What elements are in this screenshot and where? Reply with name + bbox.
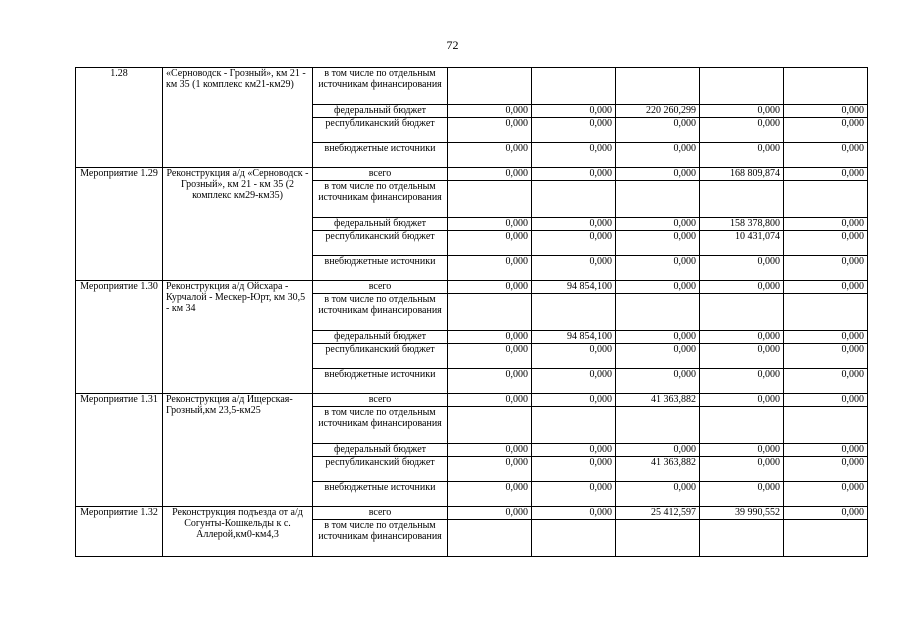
amount-cell: 0,000 (784, 143, 868, 168)
amount-cell (700, 181, 784, 218)
funding-source: внебюджетные источники (313, 482, 448, 507)
amount-cell: 0,000 (448, 118, 532, 143)
funding-source: федеральный бюджет (313, 105, 448, 118)
funding-source: республиканский бюджет (313, 231, 448, 256)
amount-cell: 0,000 (784, 344, 868, 369)
table-body (76, 68, 868, 557)
amount-cell: 0,000 (532, 344, 616, 369)
amount-cell (448, 294, 532, 331)
amount-cell: 0,000 (784, 218, 868, 231)
amount-cell (700, 520, 784, 557)
amount-cell: 0,000 (448, 344, 532, 369)
amount-cell: 0,000 (448, 457, 532, 482)
amount-cell: 0,000 (616, 143, 700, 168)
amount-cell: 94 854,100 (532, 281, 616, 294)
budget-table (75, 67, 868, 557)
amount-cell (532, 294, 616, 331)
amount-cell: 0,000 (616, 444, 700, 457)
amount-cell (616, 68, 700, 105)
amount-cell: 41 363,882 (616, 457, 700, 482)
amount-cell: 0,000 (784, 231, 868, 256)
funding-source: внебюджетные источники (313, 369, 448, 394)
amount-cell: 0,000 (532, 105, 616, 118)
amount-cell (532, 520, 616, 557)
amount-cell: 0,000 (784, 444, 868, 457)
amount-cell: 0,000 (616, 168, 700, 181)
amount-cell (532, 181, 616, 218)
measure-name: Реконструкция а/д Ищерская-Грозный,км 23,5-км25 (163, 394, 313, 507)
amount-cell (532, 68, 616, 105)
funding-source: федеральный бюджет (313, 444, 448, 457)
amount-cell: 0,000 (532, 143, 616, 168)
amount-cell (700, 68, 784, 105)
amount-cell: 0,000 (700, 444, 784, 457)
amount-cell: 0,000 (448, 482, 532, 507)
amount-cell (700, 294, 784, 331)
amount-cell (700, 407, 784, 444)
funding-source: всего (313, 507, 448, 520)
amount-cell: 0,000 (448, 507, 532, 520)
funding-source: в том числе по отдельным источникам финансирования (313, 294, 448, 331)
amount-cell: 0,000 (616, 231, 700, 256)
amount-cell (616, 520, 700, 557)
amount-cell: 0,000 (448, 143, 532, 168)
amount-cell: 0,000 (700, 105, 784, 118)
amount-cell (616, 181, 700, 218)
funding-source: в том числе по отдельным источникам финансирования (313, 181, 448, 218)
amount-cell: 41 363,882 (616, 394, 700, 407)
funding-source: республиканский бюджет (313, 118, 448, 143)
funding-source: республиканский бюджет (313, 344, 448, 369)
amount-cell: 0,000 (448, 256, 532, 281)
amount-cell: 0,000 (448, 281, 532, 294)
amount-cell: 0,000 (616, 344, 700, 369)
amount-cell (448, 181, 532, 218)
measure-name: Реконструкция а/д Ойсхара - Курчалой - Мескер-Юрт, км 30,5 - км 34 (163, 281, 313, 394)
amount-cell: 0,000 (700, 482, 784, 507)
measure-name: Реконструкция подъезда от а/д Согунты-Кошкельды к с. Аллерой,км0-км4,3 (163, 507, 313, 557)
funding-source: республиканский бюджет (313, 457, 448, 482)
page-number: 72 (446, 38, 459, 52)
funding-source: внебюджетные источники (313, 256, 448, 281)
measure-id: Мероприятие 1.30 (76, 281, 163, 394)
amount-cell (784, 181, 868, 218)
amount-cell: 0,000 (784, 457, 868, 482)
amount-cell: 0,000 (532, 507, 616, 520)
funding-source: в том числе по отдельным источникам финансирования (313, 520, 448, 557)
amount-cell: 0,000 (448, 218, 532, 231)
amount-cell: 0,000 (784, 281, 868, 294)
amount-cell (448, 520, 532, 557)
amount-cell: 0,000 (700, 143, 784, 168)
funding-source: всего (313, 168, 448, 181)
measure-id: Мероприятие 1.31 (76, 394, 163, 507)
amount-cell (532, 407, 616, 444)
amount-cell: 0,000 (784, 331, 868, 344)
table-row (76, 68, 868, 105)
amount-cell (784, 520, 868, 557)
amount-cell (784, 294, 868, 331)
measure-id: 1.28 (76, 68, 163, 168)
amount-cell: 0,000 (784, 369, 868, 394)
amount-cell: 0,000 (448, 168, 532, 181)
table-row (76, 168, 868, 181)
measure-name: «Серноводск - Грозный», км 21 - км 35 (1 комплекс км21-км29) (163, 68, 313, 168)
amount-cell: 0,000 (532, 394, 616, 407)
amount-cell: 25 412,597 (616, 507, 700, 520)
amount-cell: 0,000 (532, 457, 616, 482)
amount-cell: 0,000 (448, 444, 532, 457)
amount-cell (616, 294, 700, 331)
amount-cell: 0,000 (616, 218, 700, 231)
measure-id: Мероприятие 1.32 (76, 507, 163, 557)
amount-cell (448, 68, 532, 105)
funding-source: всего (313, 394, 448, 407)
amount-cell: 0,000 (532, 482, 616, 507)
amount-cell (616, 407, 700, 444)
amount-cell: 0,000 (616, 482, 700, 507)
amount-cell: 0,000 (700, 457, 784, 482)
funding-source: в том числе по отдельным источникам финансирования (313, 407, 448, 444)
amount-cell: 0,000 (532, 218, 616, 231)
amount-cell: 0,000 (700, 369, 784, 394)
amount-cell: 0,000 (448, 105, 532, 118)
amount-cell: 94 854,100 (532, 331, 616, 344)
amount-cell: 0,000 (700, 394, 784, 407)
amount-cell: 0,000 (616, 369, 700, 394)
amount-cell: 0,000 (448, 231, 532, 256)
amount-cell: 0,000 (616, 331, 700, 344)
measure-name: Реконструкция а/д «Серноводск - Грозный», км 21 - км 35 (2 комплекс км29-км35) (163, 168, 313, 281)
funding-source: федеральный бюджет (313, 218, 448, 231)
amount-cell: 0,000 (532, 369, 616, 394)
amount-cell: 0,000 (784, 394, 868, 407)
table-row (76, 394, 868, 407)
amount-cell: 0,000 (448, 369, 532, 394)
amount-cell: 0,000 (700, 344, 784, 369)
amount-cell: 220 260,299 (616, 105, 700, 118)
amount-cell: 0,000 (700, 331, 784, 344)
amount-cell: 0,000 (448, 331, 532, 344)
funding-source: всего (313, 281, 448, 294)
amount-cell: 0,000 (616, 118, 700, 143)
amount-cell (448, 407, 532, 444)
funding-source: федеральный бюджет (313, 331, 448, 344)
measure-id: Мероприятие 1.29 (76, 168, 163, 281)
amount-cell: 0,000 (700, 281, 784, 294)
table-row (76, 281, 868, 294)
amount-cell: 0,000 (532, 118, 616, 143)
amount-cell: 0,000 (700, 118, 784, 143)
amount-cell: 0,000 (784, 105, 868, 118)
amount-cell: 0,000 (784, 482, 868, 507)
amount-cell: 0,000 (532, 256, 616, 281)
amount-cell: 0,000 (784, 118, 868, 143)
amount-cell: 0,000 (448, 394, 532, 407)
table-row (76, 507, 868, 520)
amount-cell (784, 68, 868, 105)
amount-cell: 158 378,800 (700, 218, 784, 231)
amount-cell: 0,000 (616, 256, 700, 281)
amount-cell: 0,000 (784, 168, 868, 181)
amount-cell: 0,000 (784, 256, 868, 281)
amount-cell: 10 431,074 (700, 231, 784, 256)
amount-cell: 0,000 (532, 444, 616, 457)
funding-source: в том числе по отдельным источникам финансирования (313, 68, 448, 105)
amount-cell: 39 990,552 (700, 507, 784, 520)
amount-cell: 168 809,874 (700, 168, 784, 181)
amount-cell: 0,000 (532, 168, 616, 181)
funding-source: внебюджетные источники (313, 143, 448, 168)
amount-cell: 0,000 (532, 231, 616, 256)
amount-cell: 0,000 (784, 507, 868, 520)
amount-cell (784, 407, 868, 444)
amount-cell: 0,000 (616, 281, 700, 294)
amount-cell: 0,000 (700, 256, 784, 281)
